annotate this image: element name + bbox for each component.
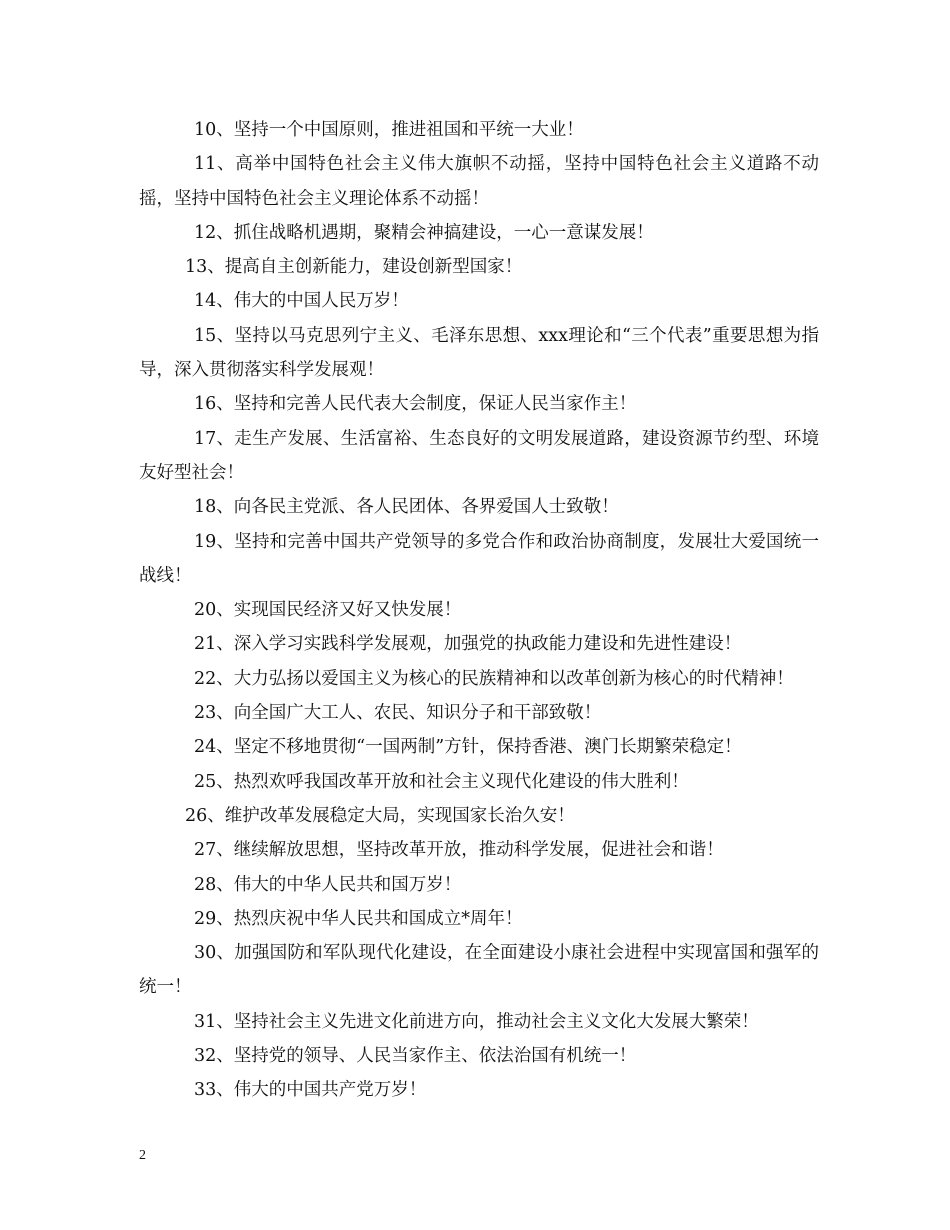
slogan-paragraph: 22、大力弘扬以爱国主义为核心的民族精神和以改革创新为核心的时代精神！: [194, 668, 794, 689]
slogan-paragraph: 18、向各民主党派、各人民团体、各界爱国人士致敬！: [194, 497, 619, 518]
slogan-paragraph: 15、坚持以马克思列宁主义、毛泽东思想、xxx理论和“三个代表”重要思想为指导，深入贯彻落实科学发展观！: [139, 325, 819, 381]
slogan-paragraph: 24、坚定不移地贯彻“一国两制”方针，保持香港、澳门长期繁荣稳定！: [194, 737, 742, 758]
slogan-paragraph: 33、伟大的中国共产党万岁！: [194, 1080, 427, 1101]
slogan-paragraph: 30、加强国防和军队现代化建设，在全面建设小康社会进程中实现富国和强军的统一！: [139, 943, 819, 998]
slogan-paragraph: 13、提高自主创新能力，建设创新型国家！: [185, 257, 523, 278]
slogan-paragraph: 32、坚持党的领导、人民当家作主、依法治国有机统一！: [194, 1046, 637, 1067]
slogan-list: [139, 113, 819, 1108]
page-number: 2: [139, 1148, 146, 1163]
slogan-paragraph: 12、抓住战略机遇期，聚精会神搞建设，一心一意谋发展！: [194, 222, 654, 243]
slogan-paragraph: 14、伟大的中国人民万岁！: [194, 291, 409, 312]
slogan-paragraph: 17、走生产发展、生活富裕、生态良好的文明发展道路，建设资源节约型、环境友好型社会！: [139, 428, 819, 483]
slogan-paragraph: 19、坚持和完善中国共产党领导的多党合作和政治协商制度，发展壮大爱国统一战线！: [139, 531, 819, 586]
slogan-paragraph: 11、高举中国特色社会主义伟大旗帜不动摇，坚持中国特色社会主义道路不动摇，坚持中国特色社会主义理论体系不动摇！: [139, 154, 819, 209]
slogan-paragraph: 23、向全国广大工人、农民、知识分子和干部致敬！: [194, 703, 602, 724]
slogan-paragraph: 21、深入学习实践科学发展观，加强党的执政能力建设和先进性建设！: [194, 634, 742, 655]
slogan-paragraph: 20、实现国民经济又好又快发展！: [194, 600, 462, 621]
slogan-paragraph: 29、热烈庆祝中华人民共和国成立*周年！: [194, 908, 523, 929]
slogan-paragraph: 28、伟大的中华人民共和国万岁！: [194, 874, 462, 895]
slogan-paragraph: 27、继续解放思想，坚持改革开放，推动科学发展，促进社会和谐！: [194, 840, 724, 861]
slogan-paragraph: 10、坚持一个中国原则，推进祖国和平统一大业！: [194, 120, 584, 140]
slogan-paragraph: 31、坚持社会主义先进文化前进方向，推动社会主义文化大发展大繁荣！: [194, 1011, 759, 1032]
slogan-paragraph: 25、热烈欢呼我国改革开放和社会主义现代化建设的伟大胜利！: [194, 771, 689, 792]
slogan-paragraph: 16、坚持和完善人民代表大会制度，保证人民当家作主！: [194, 394, 637, 415]
slogan-paragraph: 26、维护改革发展稳定大局，实现国家长治久安！: [185, 805, 575, 826]
